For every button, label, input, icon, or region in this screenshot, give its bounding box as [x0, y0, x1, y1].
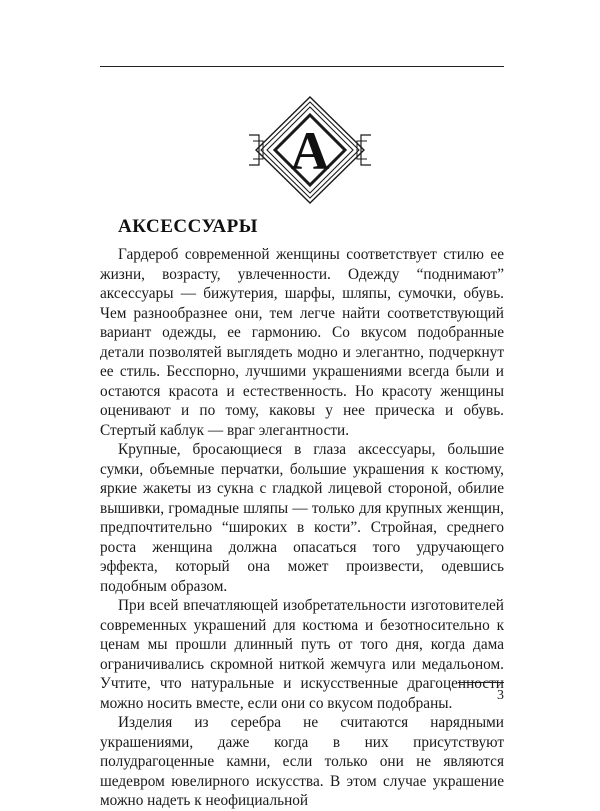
- paragraph: При всей впечатляющей изобретательности изготовителей современных украшений для костюма и безотносительно к ценам мы прошли длинный путь от того дня, когда дама ограничивались скромной ниткой жемчуга или медальоном. Учтите, что натуральные и искусственные драгоценности можно носить вместе, если они со вкусом подобраны.: [100, 597, 504, 712]
- paragraph: Крупные, бросающиеся в глаза аксессуары, большие сумки, объемные перчатки, большие украшения к костюму, яркие жакеты из сукна с гладкой лицевой стороной, обилие вышивки, громадные шляпы — только для крупных женщин, предпочтительно “широких в кости”. Стройная, среднего роста женщина должна опасаться того удручающего эффекта, который она может произвести, одевшись подобным образом.: [100, 441, 504, 595]
- emblem-letter: А: [290, 121, 330, 181]
- footer-rule: [458, 682, 504, 683]
- top-rule: [100, 66, 504, 67]
- section-heading: АКСЕССУАРЫ: [118, 216, 258, 237]
- page-number: 3: [497, 688, 504, 703]
- chapter-letter-emblem: [245, 95, 375, 205]
- body-text: [100, 245, 504, 811]
- paragraph: Изделия из серебра не считаются нарядными украшениями, даже когда в них присутствуют полудрагоценные камни, если только они не являются шедевром ювелирного искусства. В этом случае украшение можно надеть к неофициальной: [100, 714, 504, 809]
- paragraph: Гардероб современной женщины соответствует стилю ее жизни, возрасту, увлеченности. Одежду “поднимают” аксессуары — бижутерия, шарфы, шляпы, сумочки, обувь. Чем разнообразнее они, тем легче найти соответствующий вариант одежды, ее гармонию. Со вкусом подобранные детали позволятей выглядеть модно и элегантно, подчеркнут ее стиль. Бесспорно, лучшими украшениями всегда были и остаются красота и естественность. Но красоту женщины оценивают и по тому, каковы у нее прическа и обувь. Стертый каблук — враг элегантности.: [100, 246, 504, 439]
